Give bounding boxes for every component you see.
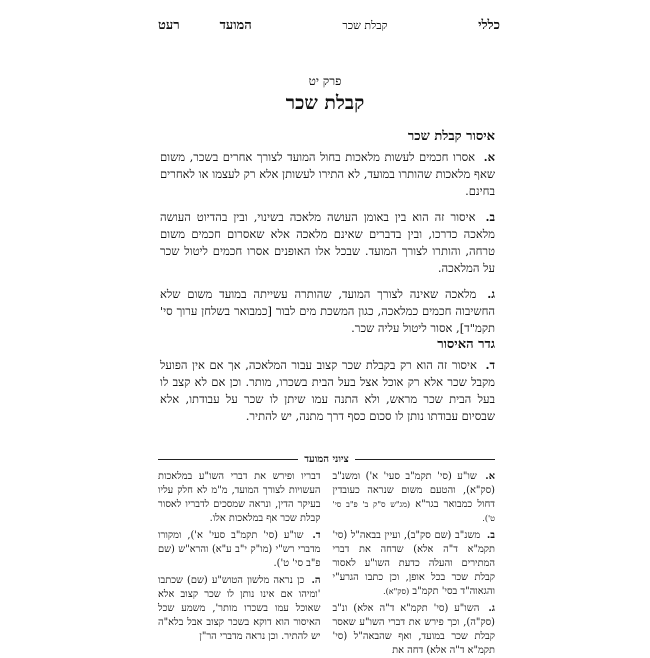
header-left-group xyxy=(158,17,252,33)
footnote-text: שו"ע (סי' תקמ"ב סעי' א') ומשנ"ב (סק"א), והטעם משום שנראה כעובדין דחול כמבואר בגר"א xyxy=(332,471,495,510)
paragraph-number: ב. xyxy=(485,210,495,224)
paragraph-number: ד. xyxy=(485,358,495,372)
paragraph xyxy=(160,286,495,337)
paragraph xyxy=(160,209,495,277)
paragraph-text: איסור זה הוא רק בקבלת שכר קצוב עבור המלאכה, אך אם אין הפועל מקבל שכר אלא רק אוכל אצל בעל הבית בשכרו, מותר. וכן אם לא קצב לו בעל הבית שכר מראש, ולא התנה עמו שיתן לו שכר על עבודתו, אלא שבסיום עבודתו נותן לו סכום כסף דרך מתנה, יש להתיר. xyxy=(160,358,495,423)
footnote-number: ד. xyxy=(312,530,321,541)
footnote xyxy=(333,602,496,658)
paragraph-text: אסרו חכמים לעשות מלאכות בחול המועד לצורך אחרים בשכר, משום שאף מלאכות שהותרו במועד, לא התירו לעשותן אלא רק לעצמו או לאחרים בחינם. xyxy=(160,150,495,198)
paragraph-text: איסור זה הוא בין באומן העושה מלאכה בשינוי, ובין בהדיוט העושה מלאכה כדרכו, ובין בדברים שאינם מלאכה אלא שאסרום חכמים משום טרחה, והותרו לצורך המועד. שבכל אלו האופנים אסרו חכמים ליטול שכר על המלאכה. xyxy=(160,210,495,275)
footnote-text: כן נראה מלשון הטוש"ע (שם) שכתבו 'ומיהו אם אינו נותן לו שכר קצוב אלא שאוכל עמו בשכרו מותר', משמע שכל האיסור הוא דוקא בשכר קצוב אבל בלא"ה יש להתיר. וכן נראה מדברי הר"ן xyxy=(158,575,321,642)
notes-column-left xyxy=(158,470,321,645)
section-heading: איסור קבלת שכר xyxy=(407,129,495,144)
footnote xyxy=(158,470,321,526)
divider-rule xyxy=(158,459,298,460)
paragraph-number: א. xyxy=(483,150,496,164)
section-prohibition xyxy=(160,128,495,346)
footnote xyxy=(333,529,496,599)
footnote-number: ב. xyxy=(486,530,496,541)
header-book-title: המועד xyxy=(219,18,252,33)
footnote-number: א. xyxy=(485,471,495,482)
section-scope xyxy=(160,336,495,434)
page-number: רעט xyxy=(158,18,180,33)
footnote xyxy=(333,470,496,526)
notes-column-right xyxy=(332,470,496,656)
footnote xyxy=(158,529,321,571)
chapter-label: פרק יט xyxy=(308,74,342,88)
footnote-ref: (מג"ש ס"ק ב' פ"ב סי' ט'). xyxy=(332,500,495,523)
footnote-ref: (סק"א). xyxy=(383,587,410,596)
header-section-label: כללי xyxy=(478,18,500,33)
chapter-title: קבלת שכר xyxy=(285,92,365,114)
footnote-text: משנ"ב (שם סק"ב), ועיין בבאה"ל (סי' תקמ"א ד"ה אלא) שדחה את דברי המתירים והעלה כדעת השו"ע לאסור קבלת שכר בכל אופן, וכן כתבו הגרע"י והגאוה"ד בסי' תקמ"ב xyxy=(332,530,495,597)
divider-rule xyxy=(355,459,495,460)
footnote-text: שו"ע (סי' תקמ"ב סעי' א'), ומקורו מדברי רש"י (מו"ק י"ב ע"א) והרא"ש (שם פ"ב סי' ט'). xyxy=(158,530,321,569)
paragraph-number: ג. xyxy=(487,287,495,301)
footnote-number: ג. xyxy=(488,603,495,614)
paragraph xyxy=(160,149,495,200)
footnote xyxy=(158,574,321,644)
paragraph xyxy=(160,357,495,425)
running-header xyxy=(158,14,500,36)
footnotes xyxy=(158,470,496,656)
notes-title: ציוני המועד xyxy=(304,453,349,465)
footnote-number: ה. xyxy=(311,575,321,586)
header-topic: קבלת שכר xyxy=(342,18,388,32)
footnote-text: השו"ע (סי' תקמ"א ד"ה אלא) ונ"ב (סק"ה), וכך פירש את דברי השו"ע שאסר קבלת שכר במועד, ואף שהבאה"ל (סי' תקמ"א ד"ה אלא) דחה את xyxy=(332,603,495,656)
paragraph-text: מלאכה שאינה לצורך המועד, שהותרה עשייתה במועד משום שלא החשיבוה חכמים כמלאכה, כגון המשכת מים לבור [כמבואר בשלחן ערוך סי' תקמ"ד], אסור ליטול עליה שכר. xyxy=(160,287,495,335)
footnote-text: דבריו ופירש את דברי השו"ע במלאכות העשויות לצורך המועד, מ"מ לא חלק עליו בעיקר הדין, ונראה שמסכים לדבריו לאסור קבלת שכר אף במלאכות אלו. xyxy=(158,471,321,524)
section-heading: גדר האיסור xyxy=(437,337,495,352)
notes-divider xyxy=(158,452,495,466)
